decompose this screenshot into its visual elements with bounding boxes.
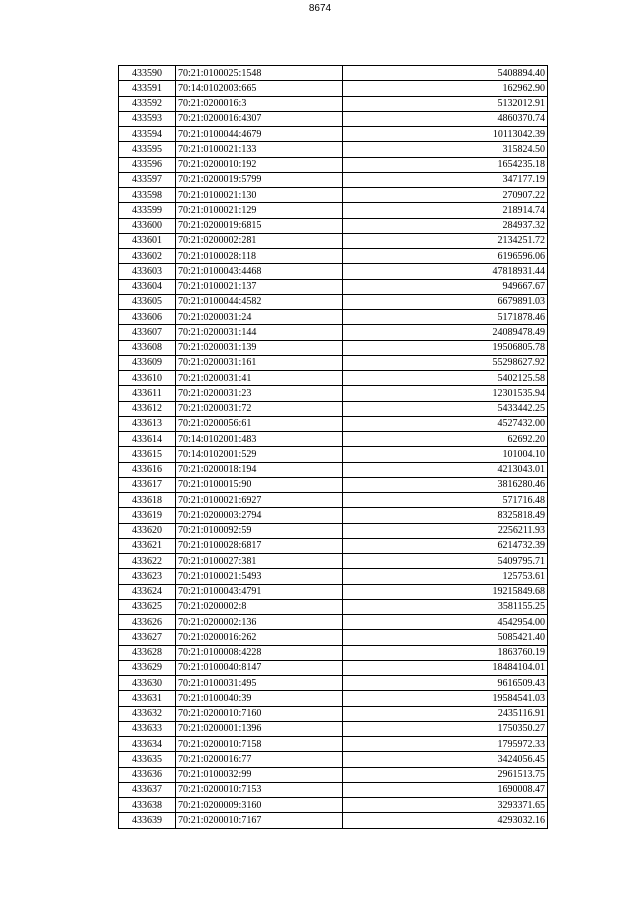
table-row — [119, 172, 548, 187]
value-cell: 218914.74 — [343, 203, 548, 218]
value-cell: 47818931.44 — [343, 264, 548, 279]
value-cell: 12301535.94 — [343, 386, 548, 401]
table-row — [119, 676, 548, 691]
cadastral-number-cell: 70:14:0102001:529 — [176, 447, 343, 462]
record-number-cell: 433626 — [119, 615, 176, 630]
value-cell: 101004.10 — [343, 447, 548, 462]
table-row — [119, 798, 548, 813]
record-number-cell: 433590 — [119, 66, 176, 81]
cadastral-number-cell: 70:21:0100021:6927 — [176, 493, 343, 508]
table-row — [119, 447, 548, 462]
record-number-cell: 433592 — [119, 96, 176, 111]
record-number-cell: 433627 — [119, 630, 176, 645]
cadastral-number-cell: 70:21:0200016:4307 — [176, 111, 343, 126]
record-number-cell: 433618 — [119, 493, 176, 508]
cadastral-number-cell: 70:21:0200031:41 — [176, 371, 343, 386]
record-number-cell: 433591 — [119, 81, 176, 96]
table-row — [119, 477, 548, 492]
table-row — [119, 401, 548, 416]
value-cell: 4293032.16 — [343, 813, 548, 828]
value-cell: 9616509.43 — [343, 676, 548, 691]
value-cell: 347177.19 — [343, 172, 548, 187]
value-cell: 1795972.33 — [343, 737, 548, 752]
value-cell: 2134251.72 — [343, 233, 548, 248]
record-number-cell: 433600 — [119, 218, 176, 233]
cadastral-number-cell: 70:21:0100043:4791 — [176, 584, 343, 599]
record-number-cell: 433639 — [119, 813, 176, 828]
cadastral-number-cell: 70:21:0200003:2794 — [176, 508, 343, 523]
value-cell: 3424056.45 — [343, 752, 548, 767]
table-row — [119, 462, 548, 477]
cadastral-number-cell: 70:21:0200031:23 — [176, 386, 343, 401]
table-row — [119, 584, 548, 599]
cadastral-number-cell: 70:21:0200031:24 — [176, 310, 343, 325]
cadastral-number-cell: 70:21:0200016:3 — [176, 96, 343, 111]
record-number-cell: 433615 — [119, 447, 176, 462]
cadastral-number-cell: 70:21:0200056:61 — [176, 416, 343, 431]
table-row — [119, 188, 548, 203]
cadastral-number-cell: 70:21:0200010:7153 — [176, 782, 343, 797]
table-row — [119, 264, 548, 279]
record-number-cell: 433634 — [119, 737, 176, 752]
value-cell: 315824.50 — [343, 142, 548, 157]
value-cell: 270907.22 — [343, 188, 548, 203]
table-row — [119, 523, 548, 538]
table-row — [119, 81, 548, 96]
cadastral-number-cell: 70:21:0100028:118 — [176, 249, 343, 264]
value-cell: 1863760.19 — [343, 645, 548, 660]
table-row — [119, 371, 548, 386]
value-cell: 3816280.46 — [343, 477, 548, 492]
record-number-cell: 433595 — [119, 142, 176, 157]
record-number-cell: 433604 — [119, 279, 176, 294]
record-number-cell: 433605 — [119, 294, 176, 309]
value-cell: 571716.48 — [343, 493, 548, 508]
value-cell: 24089478.49 — [343, 325, 548, 340]
table-row — [119, 66, 548, 81]
record-number-cell: 433611 — [119, 386, 176, 401]
table-row — [119, 203, 548, 218]
record-number-cell: 433621 — [119, 538, 176, 553]
record-number-cell: 433628 — [119, 645, 176, 660]
cadastral-number-cell: 70:21:0100043:4468 — [176, 264, 343, 279]
registry-table — [118, 65, 548, 829]
cadastral-number-cell: 70:21:0200002:8 — [176, 599, 343, 614]
table-row — [119, 111, 548, 126]
record-number-cell: 433607 — [119, 325, 176, 340]
cadastral-number-cell: 70:21:0200019:5799 — [176, 172, 343, 187]
cadastral-number-cell: 70:21:0200010:7160 — [176, 706, 343, 721]
record-number-cell: 433608 — [119, 340, 176, 355]
record-number-cell: 433616 — [119, 462, 176, 477]
table-row — [119, 615, 548, 630]
record-number-cell: 433612 — [119, 401, 176, 416]
cadastral-number-cell: 70:21:0200031:72 — [176, 401, 343, 416]
table-row — [119, 325, 548, 340]
table-row — [119, 493, 548, 508]
record-number-cell: 433625 — [119, 599, 176, 614]
table-row — [119, 569, 548, 584]
table-row — [119, 432, 548, 447]
value-cell: 284937.32 — [343, 218, 548, 233]
table-row — [119, 752, 548, 767]
cadastral-number-cell: 70:21:0100031:495 — [176, 676, 343, 691]
value-cell: 5433442.25 — [343, 401, 548, 416]
table-row — [119, 538, 548, 553]
value-cell: 6214732.39 — [343, 538, 548, 553]
table-row — [119, 127, 548, 142]
value-cell: 5408894.40 — [343, 66, 548, 81]
table-row — [119, 554, 548, 569]
value-cell: 3293371.65 — [343, 798, 548, 813]
table-row — [119, 599, 548, 614]
value-cell: 4542954.00 — [343, 615, 548, 630]
cadastral-number-cell: 70:21:0100021:137 — [176, 279, 343, 294]
record-number-cell: 433638 — [119, 798, 176, 813]
table-row — [119, 737, 548, 752]
table-row — [119, 508, 548, 523]
value-cell: 3581155.25 — [343, 599, 548, 614]
value-cell: 5409795.71 — [343, 554, 548, 569]
record-number-cell: 433617 — [119, 477, 176, 492]
record-number-cell: 433619 — [119, 508, 176, 523]
record-number-cell: 433610 — [119, 371, 176, 386]
cadastral-number-cell: 70:21:0200009:3160 — [176, 798, 343, 813]
value-cell: 2435116.91 — [343, 706, 548, 721]
table-row — [119, 706, 548, 721]
record-number-cell: 433635 — [119, 752, 176, 767]
value-cell: 1654235.18 — [343, 157, 548, 172]
record-number-cell: 433596 — [119, 157, 176, 172]
value-cell: 55298627.92 — [343, 355, 548, 370]
table-row — [119, 157, 548, 172]
record-number-cell: 433630 — [119, 676, 176, 691]
table-row — [119, 249, 548, 264]
record-number-cell: 433602 — [119, 249, 176, 264]
record-number-cell: 433623 — [119, 569, 176, 584]
record-number-cell: 433609 — [119, 355, 176, 370]
table-row — [119, 96, 548, 111]
record-number-cell: 433636 — [119, 767, 176, 782]
cadastral-number-cell: 70:21:0100044:4582 — [176, 294, 343, 309]
record-number-cell: 433620 — [119, 523, 176, 538]
table-row — [119, 782, 548, 797]
value-cell: 4527432.00 — [343, 416, 548, 431]
cadastral-number-cell: 70:21:0200010:7158 — [176, 737, 343, 752]
table-row — [119, 310, 548, 325]
cadastral-number-cell: 70:21:0200018:194 — [176, 462, 343, 477]
table-body — [119, 66, 548, 829]
table-row — [119, 340, 548, 355]
table-row — [119, 233, 548, 248]
cadastral-number-cell: 70:14:0102003:665 — [176, 81, 343, 96]
table-row — [119, 355, 548, 370]
value-cell: 2256211.93 — [343, 523, 548, 538]
cadastral-number-cell: 70:21:0200001:1396 — [176, 721, 343, 736]
record-number-cell: 433614 — [119, 432, 176, 447]
value-cell: 8325818.49 — [343, 508, 548, 523]
table-row — [119, 721, 548, 736]
record-number-cell: 433606 — [119, 310, 176, 325]
record-number-cell: 433637 — [119, 782, 176, 797]
value-cell: 6196596.06 — [343, 249, 548, 264]
cadastral-number-cell: 70:21:0200002:136 — [176, 615, 343, 630]
cadastral-number-cell: 70:21:0100021:133 — [176, 142, 343, 157]
cadastral-number-cell: 70:21:0100027:381 — [176, 554, 343, 569]
cadastral-number-cell: 70:21:0100028:6817 — [176, 538, 343, 553]
table-row — [119, 630, 548, 645]
cadastral-number-cell: 70:21:0100040:8147 — [176, 660, 343, 675]
cadastral-number-cell: 70:21:0100021:130 — [176, 188, 343, 203]
table-row — [119, 660, 548, 675]
table-row — [119, 691, 548, 706]
cadastral-number-cell: 70:21:0200002:281 — [176, 233, 343, 248]
cadastral-number-cell: 70:21:0100044:4679 — [176, 127, 343, 142]
cadastral-number-cell: 70:14:0102001:483 — [176, 432, 343, 447]
cadastral-number-cell: 70:21:0200016:262 — [176, 630, 343, 645]
cadastral-number-cell: 70:21:0100008:4228 — [176, 645, 343, 660]
table-row — [119, 767, 548, 782]
record-number-cell: 433632 — [119, 706, 176, 721]
cadastral-number-cell: 70:21:0100040:39 — [176, 691, 343, 706]
record-number-cell: 433597 — [119, 172, 176, 187]
record-number-cell: 433598 — [119, 188, 176, 203]
value-cell: 5171878.46 — [343, 310, 548, 325]
cadastral-number-cell: 70:21:0100015:90 — [176, 477, 343, 492]
record-number-cell: 433603 — [119, 264, 176, 279]
cadastral-number-cell: 70:21:0100092:59 — [176, 523, 343, 538]
value-cell: 2961513.75 — [343, 767, 548, 782]
value-cell: 5402125.58 — [343, 371, 548, 386]
record-number-cell: 433613 — [119, 416, 176, 431]
value-cell: 1690008.47 — [343, 782, 548, 797]
value-cell: 125753.61 — [343, 569, 548, 584]
record-number-cell: 433622 — [119, 554, 176, 569]
table-row — [119, 218, 548, 233]
value-cell: 949667.67 — [343, 279, 548, 294]
value-cell: 10113042.39 — [343, 127, 548, 142]
cadastral-number-cell: 70:21:0200010:7167 — [176, 813, 343, 828]
cadastral-number-cell: 70:21:0100021:5493 — [176, 569, 343, 584]
value-cell: 162962.90 — [343, 81, 548, 96]
table-row — [119, 279, 548, 294]
record-number-cell: 433633 — [119, 721, 176, 736]
record-number-cell: 433594 — [119, 127, 176, 142]
cadastral-number-cell: 70:21:0200031:139 — [176, 340, 343, 355]
cadastral-number-cell: 70:21:0100032:99 — [176, 767, 343, 782]
record-number-cell: 433601 — [119, 233, 176, 248]
record-number-cell: 433624 — [119, 584, 176, 599]
value-cell: 5132012.91 — [343, 96, 548, 111]
cadastral-number-cell: 70:21:0100021:129 — [176, 203, 343, 218]
cadastral-number-cell: 70:21:0200010:192 — [176, 157, 343, 172]
cadastral-number-cell: 70:21:0200031:144 — [176, 325, 343, 340]
table-row — [119, 416, 548, 431]
value-cell: 62692.20 — [343, 432, 548, 447]
value-cell: 5085421.40 — [343, 630, 548, 645]
cadastral-number-cell: 70:21:0200019:6815 — [176, 218, 343, 233]
value-cell: 19215849.68 — [343, 584, 548, 599]
value-cell: 19506805.78 — [343, 340, 548, 355]
cadastral-number-cell: 70:21:0200016:77 — [176, 752, 343, 767]
value-cell: 18484104.01 — [343, 660, 548, 675]
table-row — [119, 386, 548, 401]
table-row — [119, 645, 548, 660]
record-number-cell: 433631 — [119, 691, 176, 706]
table-row — [119, 813, 548, 828]
value-cell: 4213043.01 — [343, 462, 548, 477]
record-number-cell: 433599 — [119, 203, 176, 218]
page-number: 8674 — [308, 3, 332, 14]
record-number-cell: 433629 — [119, 660, 176, 675]
cadastral-number-cell: 70:21:0100025:1548 — [176, 66, 343, 81]
value-cell: 1750350.27 — [343, 721, 548, 736]
table-row — [119, 142, 548, 157]
cadastral-number-cell: 70:21:0200031:161 — [176, 355, 343, 370]
value-cell: 4860370.74 — [343, 111, 548, 126]
table-row — [119, 294, 548, 309]
record-number-cell: 433593 — [119, 111, 176, 126]
value-cell: 19584541.03 — [343, 691, 548, 706]
value-cell: 6679891.03 — [343, 294, 548, 309]
